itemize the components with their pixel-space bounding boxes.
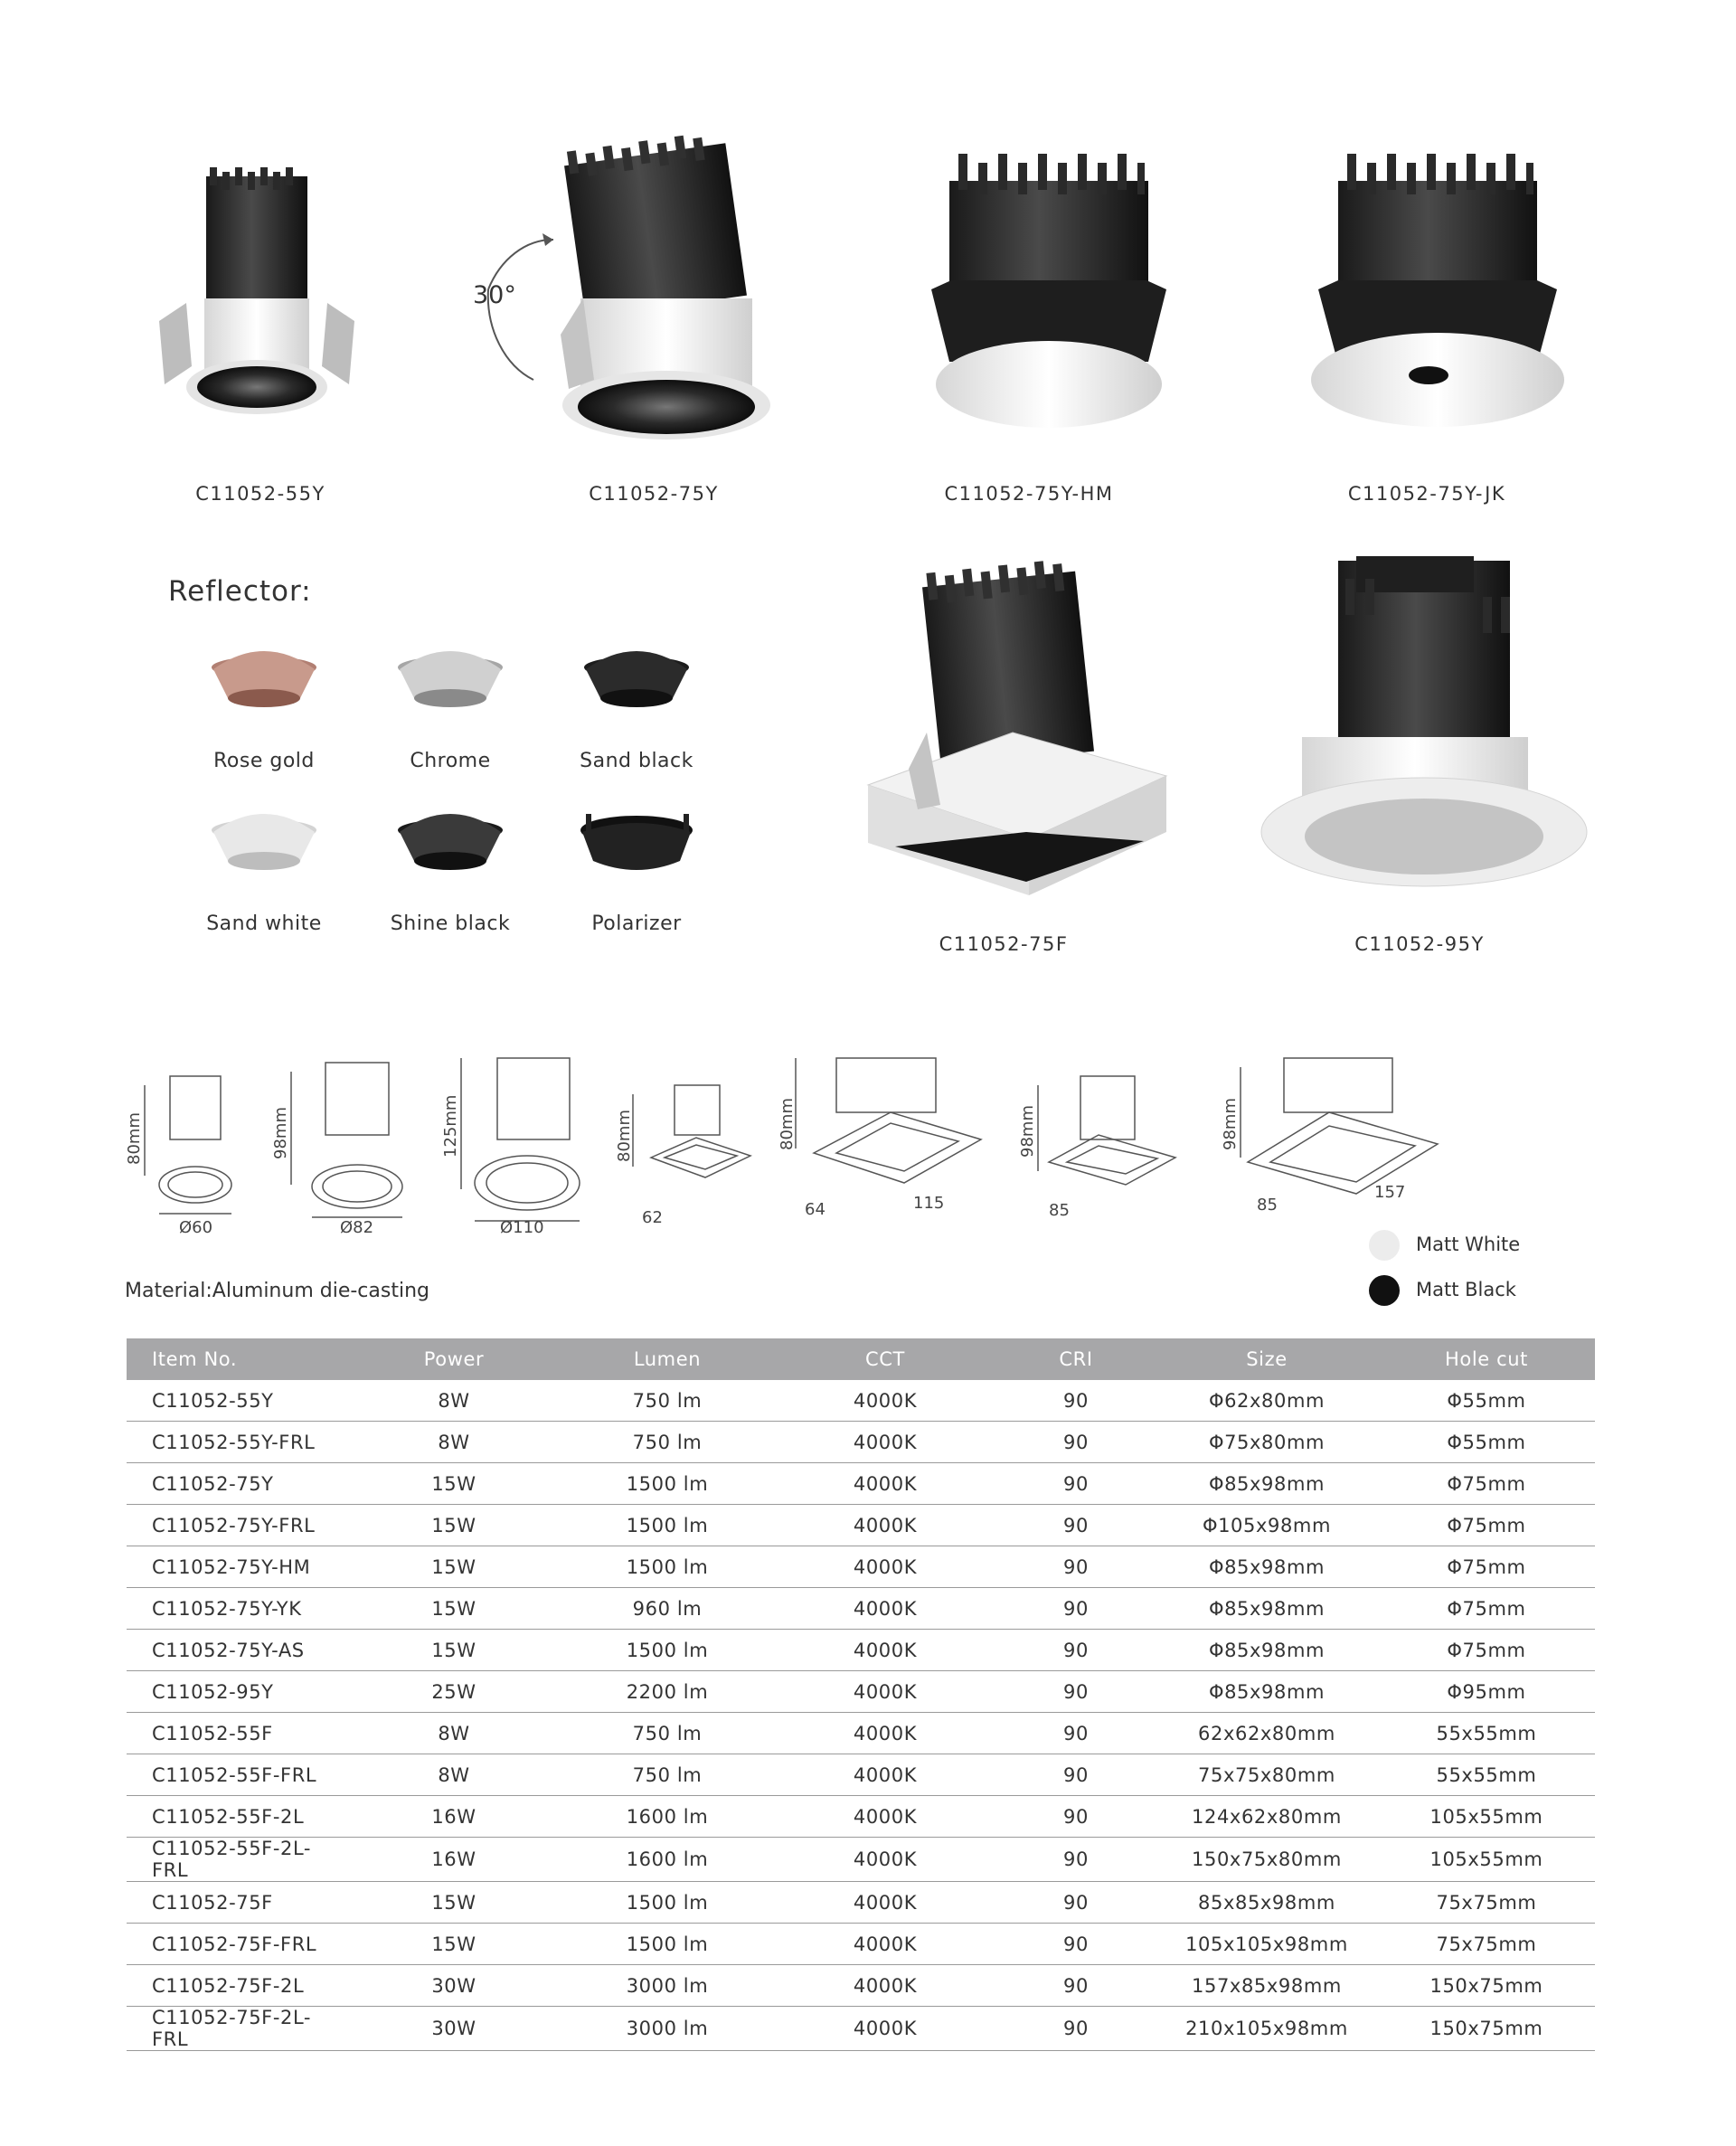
cell-cct: 4000K (774, 1796, 996, 1838)
cell-power: 8W (347, 1380, 561, 1422)
cell-power: 30W (347, 1965, 561, 2007)
cell-cct: 4000K (774, 1505, 996, 1546)
cell-size: 85x85x98mm (1156, 1882, 1378, 1924)
cell-size: Φ75x80mm (1156, 1422, 1378, 1463)
dim-width: 62 (642, 1208, 663, 1227)
cell-item-no: C11052-95Y (127, 1671, 347, 1713)
cell-cct: 4000K (774, 1838, 996, 1882)
dim-height: 80mm (125, 1112, 144, 1165)
cell-power: 8W (347, 1754, 561, 1796)
cell-hole-cut: 150x75mm (1378, 2007, 1595, 2051)
cell-size: 150x75x80mm (1156, 1838, 1378, 1882)
table-row (127, 2007, 1595, 2051)
cell-hole-cut: Φ95mm (1378, 1671, 1595, 1713)
cell-item-no: C11052-75F-2L-FRL (127, 2007, 347, 2051)
matt-white-label: Matt White (1416, 1234, 1521, 1255)
cell-cct: 4000K (774, 1546, 996, 1588)
dim-width: 85 (1049, 1201, 1070, 1220)
cell-size: Φ105x98mm (1156, 1505, 1378, 1546)
cell-item-no: C11052-75F-2L (127, 1965, 347, 2007)
reflector-shine-black (398, 814, 503, 870)
cell-cct: 4000K (774, 1713, 996, 1754)
spec-table (127, 1338, 1595, 2051)
product-image-75y (473, 133, 770, 440)
cell-cri: 90 (996, 1588, 1156, 1630)
cell-cri: 90 (996, 1754, 1156, 1796)
cell-hole-cut: Φ75mm (1378, 1588, 1595, 1630)
dim-width: Ø60 (179, 1218, 213, 1237)
cell-hole-cut: Φ75mm (1378, 1505, 1595, 1546)
cell-cri: 90 (996, 1671, 1156, 1713)
cell-cct: 4000K (774, 1380, 996, 1422)
cell-cct: 4000K (774, 1630, 996, 1671)
cell-hole-cut: 75x75mm (1378, 1882, 1595, 1924)
cell-power: 15W (347, 1924, 561, 1965)
cell-size: Φ62x80mm (1156, 1380, 1378, 1422)
dim-width: 64 (805, 1200, 826, 1219)
cell-power: 8W (347, 1713, 561, 1754)
table-row (127, 1924, 1595, 1965)
reflector-sand-white (212, 814, 316, 870)
table-row (127, 1380, 1595, 1422)
cell-hole-cut: Φ75mm (1378, 1630, 1595, 1671)
cell-item-no: C11052-55Y-FRL (127, 1422, 347, 1463)
table-row (127, 1965, 1595, 2007)
product-label-95y: C11052-95Y (1354, 933, 1485, 955)
product-label-75y-jk: C11052-75Y-JK (1347, 483, 1506, 505)
cell-item-no: C11052-55Y (127, 1380, 347, 1422)
cell-power: 15W (347, 1882, 561, 1924)
table-row (127, 1671, 1595, 1713)
reflector-label: Chrome (410, 750, 491, 772)
cell-cct: 4000K (774, 1422, 996, 1463)
cell-lumen: 1500 lm (561, 1630, 774, 1671)
cell-size: Φ85x98mm (1156, 1588, 1378, 1630)
cell-power: 15W (347, 1463, 561, 1505)
cell-power: 8W (347, 1422, 561, 1463)
cell-item-no: C11052-55F-2L-FRL (127, 1838, 347, 1882)
dim-length: 157 (1374, 1183, 1406, 1202)
reflector-sand-black (584, 651, 689, 707)
cell-item-no: C11052-55F (127, 1713, 347, 1754)
cell-lumen: 2200 lm (561, 1671, 774, 1713)
dim-width: Ø110 (500, 1218, 544, 1237)
cell-hole-cut: 150x75mm (1378, 1965, 1595, 2007)
header-cri: CRI (996, 1338, 1156, 1380)
table-row (127, 1546, 1595, 1588)
table-row (127, 1505, 1595, 1546)
cell-lumen: 960 lm (561, 1588, 774, 1630)
dim-height: 98mm (1221, 1098, 1240, 1150)
reflector-chrome (398, 651, 503, 707)
cell-cct: 4000K (774, 1924, 996, 1965)
matt-black-label: Matt Black (1416, 1279, 1516, 1300)
table-row (127, 1882, 1595, 1924)
cell-lumen: 1500 lm (561, 1882, 774, 1924)
cell-item-no: C11052-75Y-AS (127, 1630, 347, 1671)
cell-item-no: C11052-75Y-HM (127, 1546, 347, 1588)
cell-item-no: C11052-75Y (127, 1463, 347, 1505)
cell-cri: 90 (996, 1965, 1156, 2007)
header-item-no: Item No. (127, 1338, 347, 1380)
dim-height: 98mm (1018, 1105, 1037, 1158)
table-row (127, 1463, 1595, 1505)
cell-cct: 4000K (774, 1754, 996, 1796)
cell-cct: 4000K (774, 1671, 996, 1713)
matt-black-swatch (1369, 1275, 1400, 1306)
product-label-75y: C11052-75Y (589, 483, 719, 505)
cell-cri: 90 (996, 1630, 1156, 1671)
reflector-label: Sand black (580, 750, 693, 772)
cell-cri: 90 (996, 1380, 1156, 1422)
cell-hole-cut: Φ55mm (1378, 1422, 1595, 1463)
table-row (127, 1754, 1595, 1796)
cell-power: 15W (347, 1630, 561, 1671)
cell-power: 15W (347, 1546, 561, 1588)
dim-length: 115 (913, 1194, 945, 1213)
cell-lumen: 1600 lm (561, 1838, 774, 1882)
reflector-label: Sand white (206, 912, 322, 935)
reflector-label: Rose gold (213, 750, 315, 772)
cell-lumen: 750 lm (561, 1380, 774, 1422)
dim-height: 80mm (615, 1110, 634, 1162)
cell-hole-cut: Φ55mm (1378, 1380, 1595, 1422)
table-row (127, 1630, 1595, 1671)
cell-cri: 90 (996, 1838, 1156, 1882)
cell-power: 15W (347, 1505, 561, 1546)
table-header-row (127, 1338, 1595, 1380)
cell-size: 105x105x98mm (1156, 1924, 1378, 1965)
cell-power: 16W (347, 1838, 561, 1882)
material-note: Material:Aluminum die-casting (125, 1280, 429, 1302)
product-image-75y-hm (931, 154, 1166, 428)
product-image-75y-jk (1311, 154, 1564, 427)
table-row (127, 1713, 1595, 1754)
cell-cct: 4000K (774, 1882, 996, 1924)
dimension-drawings (0, 1022, 1736, 1257)
cell-lumen: 750 lm (561, 1713, 774, 1754)
cell-cri: 90 (996, 1463, 1156, 1505)
header-size: Size (1156, 1338, 1378, 1380)
cell-power: 16W (347, 1796, 561, 1838)
reflector-label: Polarizer (591, 912, 682, 935)
cell-hole-cut: Φ75mm (1378, 1546, 1595, 1588)
product-label-75y-hm: C11052-75Y-HM (944, 483, 1114, 505)
header-cct: CCT (774, 1338, 996, 1380)
cell-hole-cut: 105x55mm (1378, 1838, 1595, 1882)
cell-lumen: 1500 lm (561, 1505, 774, 1546)
table-row (127, 1588, 1595, 1630)
cell-cct: 4000K (774, 1965, 996, 2007)
cell-item-no: C11052-75F (127, 1882, 347, 1924)
header-lumen: Lumen (561, 1338, 774, 1380)
cell-power: 25W (347, 1671, 561, 1713)
cell-cri: 90 (996, 1546, 1156, 1588)
cell-item-no: C11052-55F-2L (127, 1796, 347, 1838)
rotation-label: 30° (473, 281, 516, 309)
cell-lumen: 750 lm (561, 1754, 774, 1796)
cell-hole-cut: 55x55mm (1378, 1713, 1595, 1754)
cell-size: Φ85x98mm (1156, 1671, 1378, 1713)
header-power: Power (347, 1338, 561, 1380)
cell-size: 124x62x80mm (1156, 1796, 1378, 1838)
cell-hole-cut: 55x55mm (1378, 1754, 1595, 1796)
cell-cri: 90 (996, 1422, 1156, 1463)
cell-cct: 4000K (774, 1588, 996, 1630)
cell-item-no: C11052-55F-FRL (127, 1754, 347, 1796)
dim-height: 125mm (441, 1094, 460, 1158)
cell-hole-cut: Φ75mm (1378, 1463, 1595, 1505)
cell-lumen: 3000 lm (561, 1965, 774, 2007)
cell-size: 210x105x98mm (1156, 2007, 1378, 2051)
cell-size: Φ85x98mm (1156, 1546, 1378, 1588)
cell-power: 15W (347, 1588, 561, 1630)
table-row (127, 1796, 1595, 1838)
cell-lumen: 3000 lm (561, 2007, 774, 2051)
table-row (127, 1422, 1595, 1463)
dim-width: 85 (1257, 1196, 1278, 1215)
cell-cri: 90 (996, 1796, 1156, 1838)
product-image-55y (159, 167, 354, 414)
cell-cct: 4000K (774, 1463, 996, 1505)
cell-item-no: C11052-75Y-FRL (127, 1505, 347, 1546)
dim-height: 98mm (271, 1107, 290, 1159)
cell-hole-cut: 75x75mm (1378, 1924, 1595, 1965)
product-image-75f (868, 559, 1166, 895)
reflector-polarizer (580, 814, 693, 870)
dim-height: 80mm (778, 1098, 797, 1150)
cell-lumen: 1600 lm (561, 1796, 774, 1838)
matt-white-swatch (1369, 1230, 1400, 1261)
cell-lumen: 750 lm (561, 1422, 774, 1463)
cell-cri: 90 (996, 1924, 1156, 1965)
cell-cri: 90 (996, 1713, 1156, 1754)
cell-lumen: 1500 lm (561, 1546, 774, 1588)
product-label-75f: C11052-75F (939, 933, 1069, 955)
cell-cri: 90 (996, 1505, 1156, 1546)
cell-size: 75x75x80mm (1156, 1754, 1378, 1796)
cell-item-no: C11052-75Y-YK (127, 1588, 347, 1630)
reflector-title: Reflector: (168, 575, 312, 608)
cell-size: Φ85x98mm (1156, 1463, 1378, 1505)
reflector-rose-gold (212, 651, 316, 707)
cell-item-no: C11052-75F-FRL (127, 1924, 347, 1965)
table-body (127, 1380, 1595, 2051)
cell-lumen: 1500 lm (561, 1463, 774, 1505)
header-hole-cut: Hole cut (1378, 1338, 1595, 1380)
cell-cct: 4000K (774, 2007, 996, 2051)
cell-cri: 90 (996, 1882, 1156, 1924)
product-image-95y (1261, 556, 1587, 886)
cell-size: Φ85x98mm (1156, 1630, 1378, 1671)
product-label-55y: C11052-55Y (195, 483, 326, 505)
reflector-label: Shine black (390, 912, 511, 935)
cell-lumen: 1500 lm (561, 1924, 774, 1965)
dim-width: Ø82 (340, 1218, 374, 1237)
cell-size: 157x85x98mm (1156, 1965, 1378, 2007)
cell-hole-cut: 105x55mm (1378, 1796, 1595, 1838)
cell-cri: 90 (996, 2007, 1156, 2051)
table-row (127, 1838, 1595, 1882)
cell-power: 30W (347, 2007, 561, 2051)
cell-size: 62x62x80mm (1156, 1713, 1378, 1754)
